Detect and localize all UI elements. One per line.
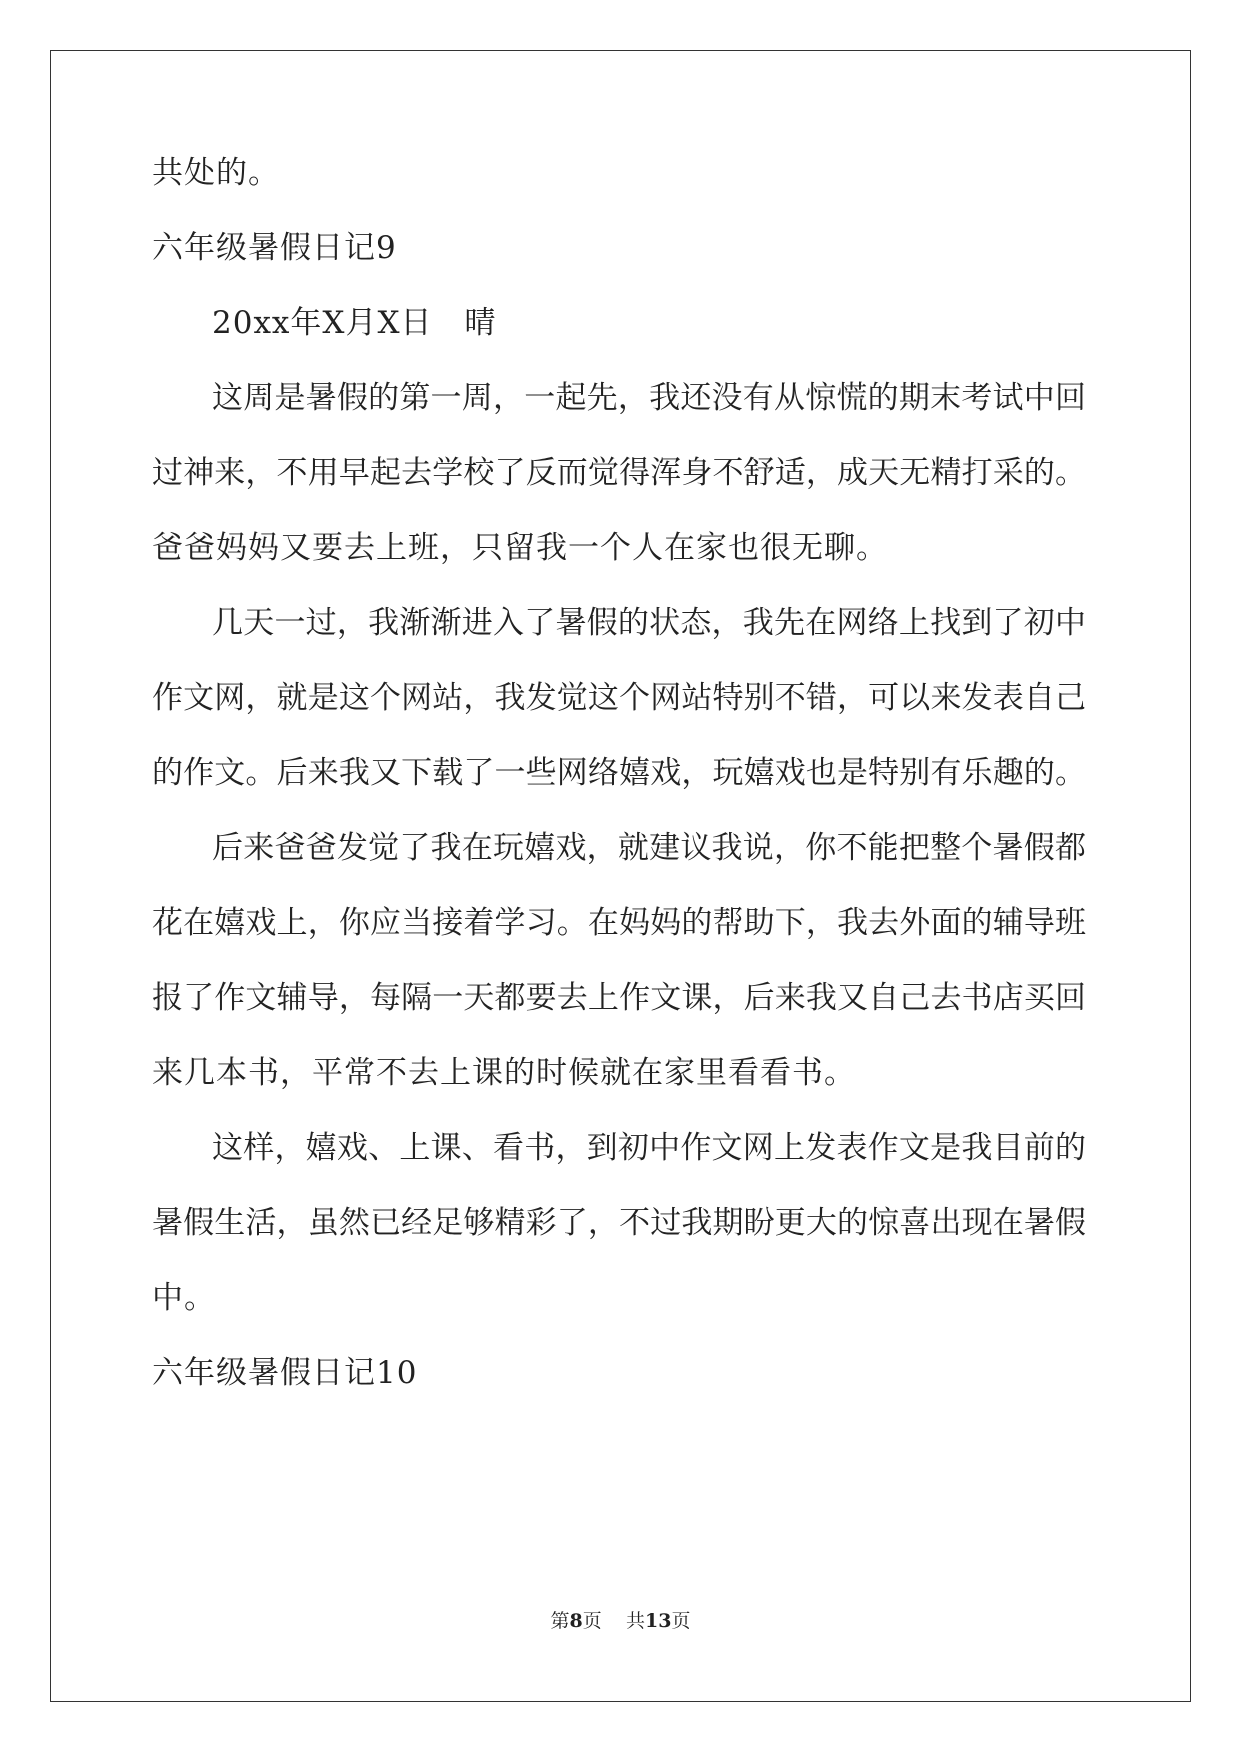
paragraph-line: 来几本书，平常不去上课的时候就在家里看看书。 [152, 1055, 856, 1091]
paragraph-line: 报了作文辅导，每隔一天都要去上作文课，后来我又自己去书店买回 [152, 980, 1086, 1016]
diary-heading: 六年级暑假日记9 [152, 230, 397, 266]
page-prefix: 第 [550, 1610, 570, 1632]
paragraph-line: 的作文。后来我又下载了一些网络嬉戏，玩嬉戏也是特别有乐趣的。 [152, 755, 1086, 791]
total-suffix: 页 [671, 1610, 691, 1632]
paragraph-line: 花在嬉戏上，你应当接着学习。在妈妈的帮助下，我去外面的辅导班 [152, 905, 1086, 941]
page-suffix: 页 [582, 1610, 602, 1632]
text-line: 共处的。 [152, 155, 280, 191]
paragraph-line: 暑假生活，虽然已经足够精彩了，不过我期盼更大的惊喜出现在暑假 [152, 1205, 1086, 1241]
total-pages: 13 [644, 1610, 672, 1632]
paragraph-line: 这周是暑假的第一周，一起先，我还没有从惊慌的期末考试中回 [212, 380, 1086, 416]
diary-heading: 六年级暑假日记10 [152, 1355, 418, 1391]
page-border [50, 50, 1191, 1702]
page-number: 8 [569, 1610, 583, 1632]
paragraph-line: 作文网，就是这个网站，我发觉这个网站特别不错，可以来发表自己 [152, 680, 1086, 716]
paragraph-line: 几天一过，我渐渐进入了暑假的状态，我先在网络上找到了初中 [212, 605, 1086, 641]
paragraph-line: 这样，嬉戏、上课、看书，到初中作文网上发表作文是我目前的 [212, 1130, 1086, 1166]
paragraph-line: 爸爸妈妈又要去上班，只留我一个人在家也很无聊。 [152, 530, 888, 566]
paragraph-line: 后来爸爸发觉了我在玩嬉戏，就建议我说，你不能把整个暑假都 [212, 830, 1086, 866]
diary-date-weather: 20xx年X月X日 晴 [212, 305, 497, 341]
page-footer [0, 1609, 1241, 1633]
paragraph-line: 过神来，不用早起去学校了反而觉得浑身不舒适，成天无精打采的。 [152, 455, 1086, 491]
paragraph-line: 中。 [152, 1280, 216, 1316]
total-prefix: 共 [625, 1610, 645, 1632]
